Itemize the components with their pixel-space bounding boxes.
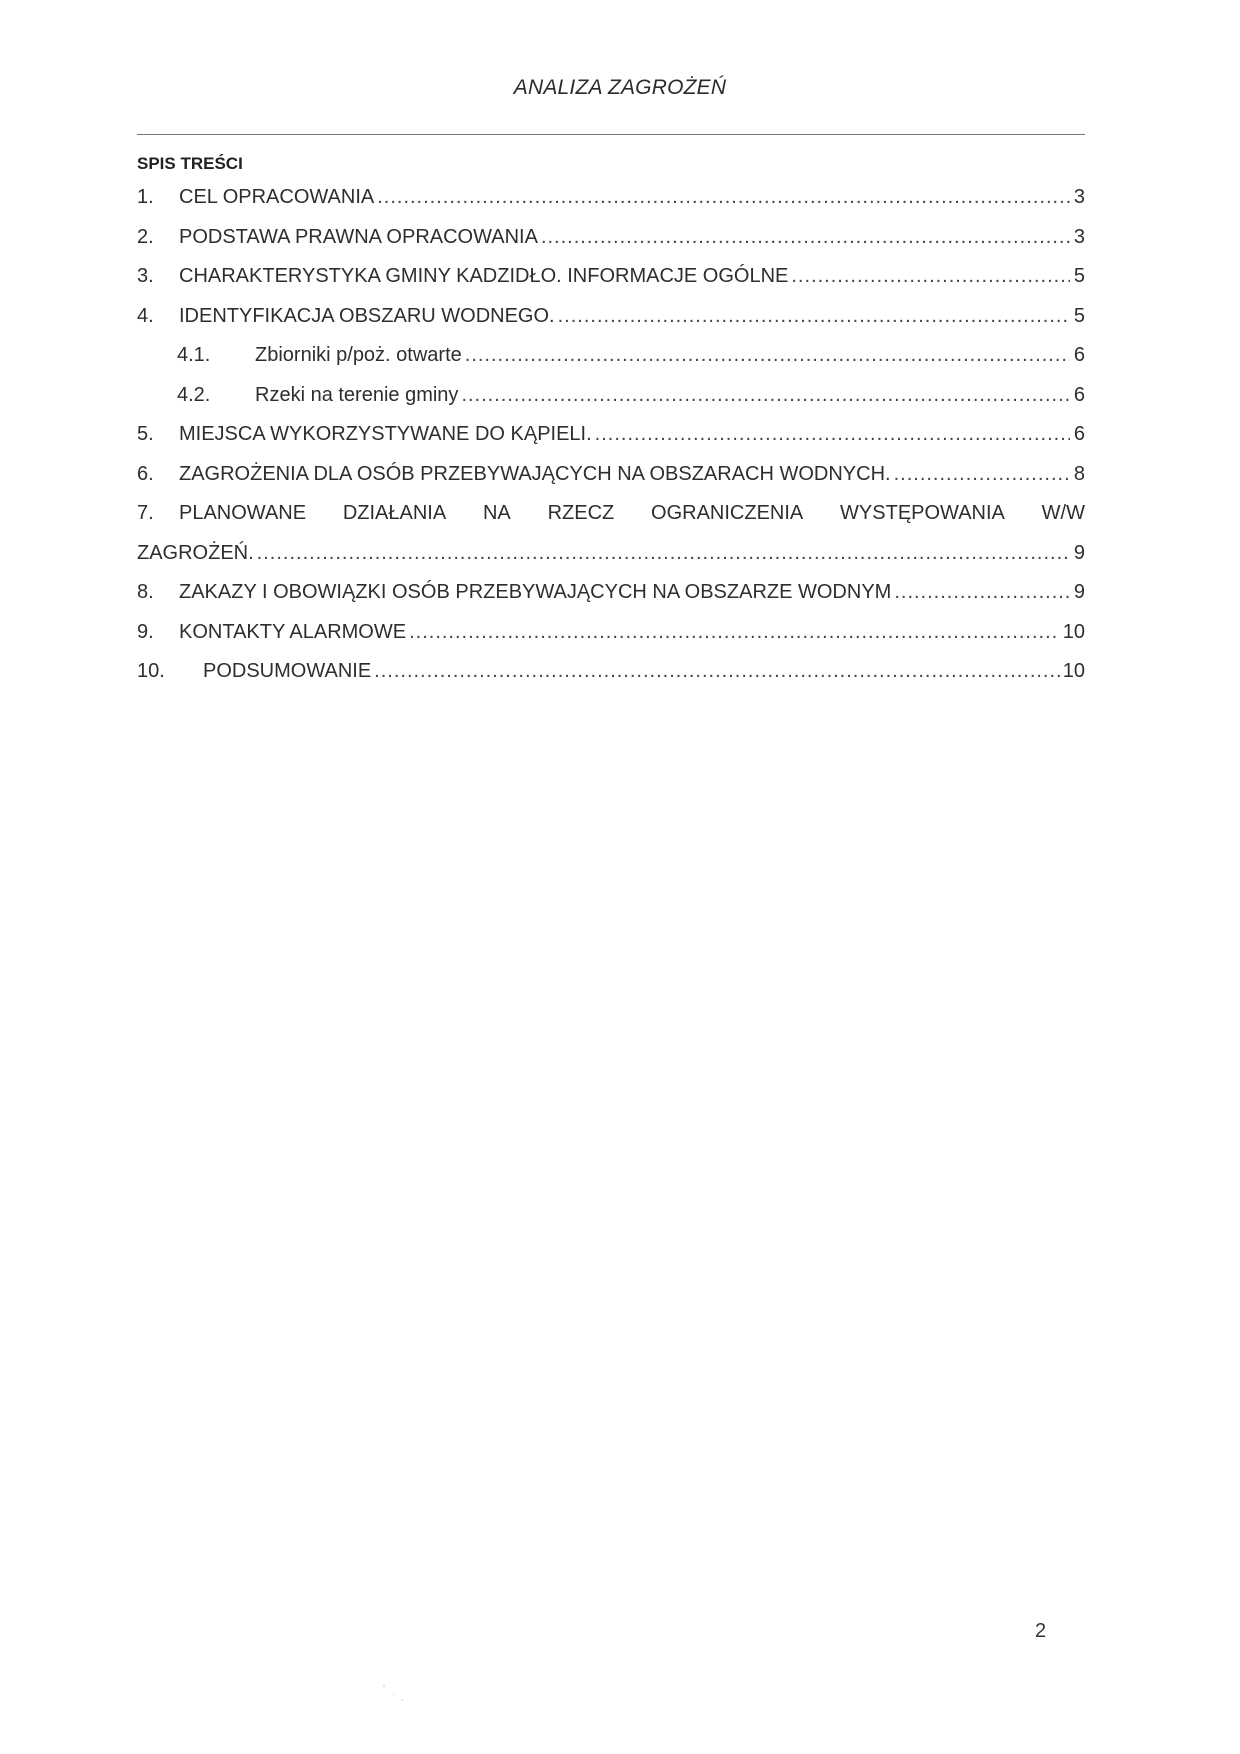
toc-entry-word: OGRANICZENIA: [651, 502, 804, 524]
toc-entry-number: 6.: [137, 462, 154, 485]
toc-entry-number: 1.: [137, 186, 154, 208]
toc-entry-word: WYSTĘPOWANIA: [840, 502, 1005, 524]
toc-entry-5[interactable]: [137, 415, 1085, 455]
header-divider: [137, 134, 1085, 135]
toc-entry-page: 9: [1073, 581, 1085, 603]
toc-entry-page: 6: [1073, 423, 1085, 445]
toc-entry-page: 3: [1073, 186, 1085, 208]
toc-entry-page: 6: [1073, 344, 1085, 366]
toc-entry-page: 5: [1073, 265, 1085, 287]
toc-entry-page: 3: [1073, 225, 1085, 248]
toc-entry-page: 5: [1073, 304, 1085, 327]
toc-entry-4-1[interactable]: [137, 336, 1085, 376]
toc-entry-10[interactable]: [137, 652, 1085, 692]
toc-entry-number: 4.1.: [177, 344, 211, 366]
toc-entry-label: ZAGROŻEŃ.: [137, 541, 254, 564]
toc-entry-label-words: [179, 494, 1085, 534]
toc-entry-number: 9.: [137, 620, 154, 643]
toc-entry-word: W/W: [1041, 502, 1085, 524]
toc-entry-number: 4.2.: [177, 383, 211, 406]
toc-entry-2[interactable]: [137, 218, 1085, 258]
toc-entry-number: 8.: [137, 581, 154, 603]
toc-leader-dots: [374, 652, 1060, 692]
toc-entry-label: Rzeki na terenie gminy: [255, 383, 459, 406]
toc-leader-dots: [377, 178, 1070, 218]
toc-entry-page: 6: [1073, 383, 1085, 406]
toc-entry-label: MIEJSCA WYKORZYSTYWANE DO KĄPIELI.: [179, 423, 592, 445]
toc-entry-label: CHARAKTERYSTYKA GMINY KADZIDŁO. INFORMACJE OGÓLNE: [179, 265, 789, 287]
toc-leader-dots: [541, 218, 1070, 258]
toc-entry-page: 9: [1073, 541, 1085, 564]
toc-leader-dots: [465, 336, 1070, 376]
toc-leader-dots: [257, 534, 1070, 574]
toc-entry-number: 3.: [137, 265, 154, 287]
toc-leader-dots: [894, 455, 1070, 495]
toc-entry-label: ZAKAZY I OBOWIĄZKI OSÓB PRZEBYWAJĄCYCH NA OBSZARZE WODNYM: [179, 581, 892, 603]
toc-entry-label: ZAGROŻENIA DLA OSÓB PRZEBYWAJĄCYCH NA OBSZARACH WODNYCH.: [179, 462, 891, 485]
toc-entry-6[interactable]: [137, 455, 1085, 495]
toc-leader-dots: [409, 613, 1060, 653]
toc-entry-7[interactable]: [137, 494, 1085, 573]
toc-entry-word: DZIAŁANIA: [342, 502, 447, 524]
toc-entry-number: 4.: [137, 304, 154, 327]
toc-entry-4-2[interactable]: [137, 376, 1085, 416]
toc-entry-label: IDENTYFIKACJA OBSZARU WODNEGO.: [179, 304, 555, 327]
page-number: 2: [1035, 1620, 1047, 1642]
page-header-title: ANALIZA ZAGROŻEŃ: [513, 76, 727, 99]
toc-entry-1[interactable]: [137, 178, 1085, 218]
toc-entry-word: RZECZ: [547, 502, 615, 524]
toc-entry-label: CEL OPRACOWANIA: [179, 186, 375, 208]
toc-entry-9[interactable]: [137, 613, 1085, 653]
toc-entry-3[interactable]: [137, 257, 1085, 297]
toc-entry-label: PODSTAWA PRAWNA OPRACOWANIA: [179, 225, 538, 248]
toc-leader-dots: [791, 257, 1070, 297]
toc-leader-dots: [558, 297, 1070, 337]
toc-entry-number: 5.: [137, 423, 154, 445]
toc-entry-number: 10.: [137, 660, 165, 682]
toc-entry-page: 10: [1062, 620, 1085, 643]
toc-entry-label: Zbiorniki p/poż. otwarte: [255, 344, 462, 366]
toc-entry-word: PLANOWANE: [179, 502, 307, 524]
toc-entry-line-1: [137, 494, 1085, 534]
toc-title: SPIS TREŚCI: [137, 154, 243, 173]
toc-entry-8[interactable]: [137, 573, 1085, 613]
toc-leader-dots: [894, 573, 1070, 613]
scan-specks: [380, 1680, 410, 1710]
toc-entry-label: KONTAKTY ALARMOWE: [179, 620, 407, 643]
toc-leader-dots: [595, 415, 1070, 455]
toc-entry-word: NA: [482, 502, 511, 524]
toc-entry-label: PODSUMOWANIE: [203, 660, 372, 682]
toc-entry-4[interactable]: [137, 297, 1085, 337]
toc-entry-page: 8: [1073, 462, 1085, 485]
toc-entry-number: 7.: [137, 502, 154, 524]
toc-entry-line-2: [137, 534, 1085, 574]
toc-entry-number: 2.: [137, 225, 154, 248]
toc-entry-page: 10: [1062, 660, 1085, 682]
table-of-contents: [137, 178, 1085, 692]
toc-leader-dots: [461, 376, 1070, 416]
